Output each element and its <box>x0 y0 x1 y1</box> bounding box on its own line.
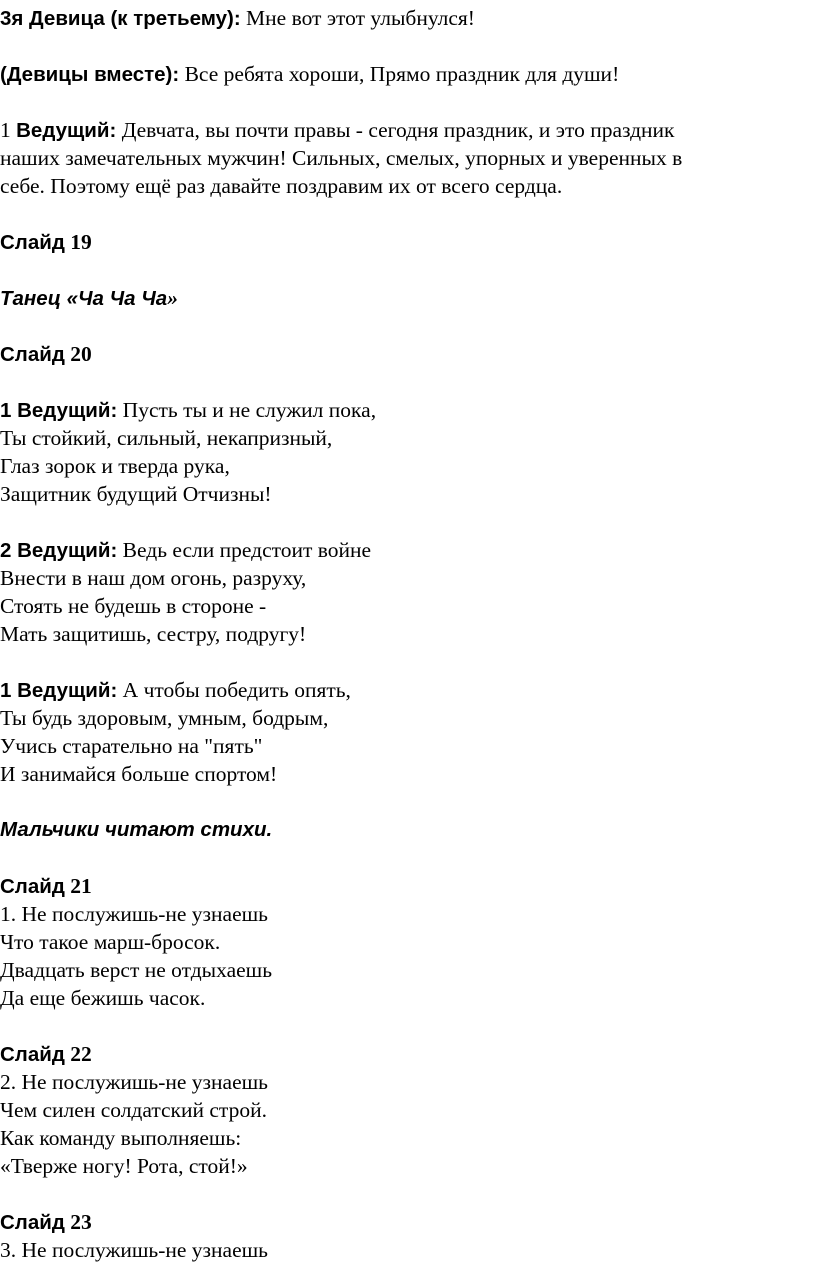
verse-line: Внести в наш дом огонь, разруху, <box>0 566 307 590</box>
verse-text: А чтобы победить опять, <box>117 678 351 702</box>
speech-text: Девчата, вы почти правы - сегодня праздник, и это праздник <box>116 118 675 142</box>
slide-heading-21 <box>0 872 92 901</box>
verse-line: Ты будь здоровым, умным, бодрым, <box>0 706 329 730</box>
slide-heading-23 <box>0 1208 92 1237</box>
verse-line <box>0 396 376 425</box>
host-speech-line <box>0 116 675 145</box>
boys-read-note: Мальчики читают стихи. <box>0 818 273 841</box>
poem-line: 1. Не послужишь-не узнаешь <box>0 902 268 926</box>
speaker-label: 1 Ведущий: <box>0 399 118 422</box>
speaker-number: 1 <box>0 118 17 142</box>
poem-line: Как команду выполняешь: <box>0 1126 242 1150</box>
host-speech-line: наших замечательных мужчин! Сильных, смелых, упорных и уверенных в <box>0 146 683 170</box>
slide-heading-20 <box>0 340 92 369</box>
poem-line: «Тверже ногу! Рота, стой!» <box>0 1154 248 1178</box>
verse-line: Ты стойкий, сильный, некапризный, <box>0 426 333 450</box>
speaker-label: 1 Ведущий: <box>0 679 118 702</box>
speaker-label: (Девицы вместе): <box>0 63 180 86</box>
dance-title <box>0 284 178 313</box>
verse-line: Мать защитишь, сестру, подругу! <box>0 622 307 646</box>
paragraph-girls-together <box>0 60 619 89</box>
host-speech-line: себе. Поэтому ещё раз давайте поздравим их от всего сердца. <box>0 174 563 198</box>
verse-text: Ведь если предстоит войне <box>117 538 372 562</box>
slide-number: 21 <box>64 874 92 898</box>
slide-label: Слайд <box>0 343 65 366</box>
slide-number: 19 <box>64 230 92 254</box>
slide-label: Слайд <box>0 875 65 898</box>
verse-line: Учись старательно на "пять" <box>0 734 263 758</box>
slide-number: 20 <box>64 342 92 366</box>
verse-line: И занимайся больше спортом! <box>0 762 278 786</box>
dance-title-close: » <box>167 286 178 310</box>
verse-line: Стоять не будешь в стороне - <box>0 594 267 618</box>
paragraph-third-girl <box>0 4 475 33</box>
verse-line: Защитник будущий Отчизны! <box>0 482 272 506</box>
verse-line <box>0 536 371 565</box>
poem-line: Двадцать верст не отдыхаешь <box>0 958 273 982</box>
speaker-label: Ведущий: <box>16 119 117 142</box>
speech-text: Мне вот этот улыбнулся! <box>240 6 475 30</box>
poem-line: Что такое марш-бросок. <box>0 930 221 954</box>
verse-line <box>0 676 351 705</box>
poem-line: Чем силен солдатский строй. <box>0 1098 267 1122</box>
poem-line: 3. Не послужишь-не узнаешь <box>0 1238 268 1262</box>
speaker-label: 3я Девица (к третьему): <box>0 7 241 30</box>
slide-number: 22 <box>64 1042 92 1066</box>
speech-text: Все ребята хороши, Прямо праздник для души! <box>179 62 620 86</box>
slide-heading-22 <box>0 1040 92 1069</box>
slide-label: Слайд <box>0 1211 65 1234</box>
poem-line: Да еще бежишь часок. <box>0 986 206 1010</box>
verse-text: Пусть ты и не служил пока, <box>117 398 377 422</box>
slide-label: Слайд <box>0 1043 65 1066</box>
slide-label: Слайд <box>0 231 65 254</box>
slide-heading-19 <box>0 228 92 257</box>
verse-line: Глаз зорок и тверда рука, <box>0 454 230 478</box>
dance-title-text: Танец «Ча Ча Ча <box>0 287 168 310</box>
speaker-label: 2 Ведущий: <box>0 539 118 562</box>
poem-line: 2. Не послужишь-не узнаешь <box>0 1070 268 1094</box>
slide-number: 23 <box>64 1210 92 1234</box>
